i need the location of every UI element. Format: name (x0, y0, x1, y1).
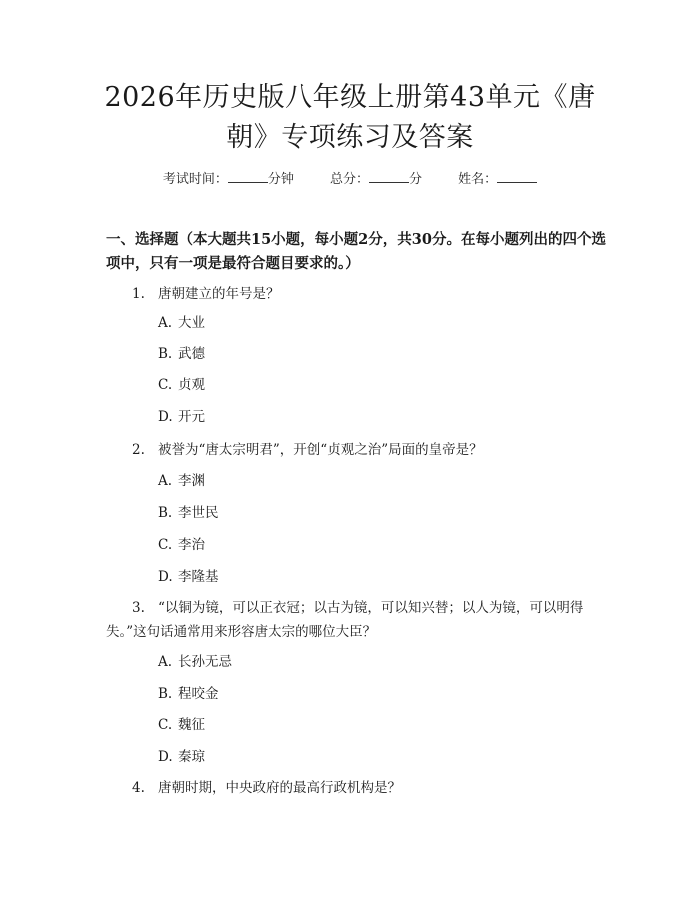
option-3c[interactable] (158, 715, 205, 735)
option-text: 李治 (178, 537, 205, 553)
option-letter: C. (158, 377, 173, 393)
option-3a[interactable] (158, 652, 232, 672)
question-text: “以铜为镜，可以正衣冠；以古为镜，可以知兴替；以人为镜，可以明得失。”这句话通常用来形容唐太宗的哪位大臣？ (106, 600, 584, 640)
option-letter: A. (158, 473, 173, 489)
name-blank (497, 170, 537, 183)
option-letter: C. (158, 537, 173, 553)
option-letter: B. (158, 346, 173, 362)
option-text: 程咬金 (178, 686, 219, 702)
question-text: 唐朝建立的年号是？ (158, 286, 280, 302)
option-2b[interactable] (158, 503, 219, 523)
option-letter: B. (158, 686, 173, 702)
question-number: 2. (132, 442, 145, 458)
option-2c[interactable] (158, 535, 205, 555)
question-4 (132, 776, 602, 800)
option-1a[interactable] (158, 313, 205, 333)
option-text: 李隆基 (178, 569, 219, 585)
option-text: 李世民 (178, 505, 219, 521)
total-score-blank (369, 170, 409, 183)
option-1b[interactable] (158, 344, 205, 364)
option-text: 李渊 (178, 473, 205, 489)
question-3 (106, 596, 606, 644)
option-letter: D. (158, 749, 173, 765)
option-1d[interactable] (158, 407, 205, 427)
option-2d[interactable] (158, 567, 219, 587)
option-text: 贞观 (178, 377, 205, 393)
exam-time-blank (228, 170, 268, 183)
total-score-field (330, 172, 426, 187)
exam-time-unit: 分钟 (267, 172, 294, 187)
option-letter: D. (158, 409, 173, 425)
question-number: 1. (132, 286, 145, 302)
section-header: 一、选择题（本大题共15小题，每小题2分，共30分。在每小题列出的四个选项中，只有一项是最符合题目要求的。） (106, 231, 606, 272)
option-2a[interactable] (158, 471, 205, 491)
option-letter: A. (158, 315, 173, 331)
option-3b[interactable] (158, 684, 219, 704)
question-text: 被誉为“唐太宗明君”，开创“贞观之治”局面的皇帝是？ (158, 442, 483, 458)
question-number: 4. (132, 780, 145, 796)
question-number: 3. (132, 600, 145, 616)
option-letter: D. (158, 569, 173, 585)
option-text: 魏征 (178, 717, 205, 733)
exam-time-label: 考试时间： (162, 172, 228, 187)
question-2 (132, 438, 602, 462)
option-text: 大业 (178, 315, 205, 331)
question-1 (132, 282, 602, 306)
name-label: 姓名： (458, 172, 498, 187)
option-letter: C. (158, 717, 173, 733)
option-text: 长孙无忌 (178, 654, 232, 670)
option-text: 开元 (178, 409, 205, 425)
option-3d[interactable] (158, 747, 205, 767)
question-text: 唐朝时期，中央政府的最高行政机构是？ (158, 780, 401, 796)
option-text: 武德 (178, 346, 205, 362)
name-field (458, 172, 537, 187)
total-score-label: 总分： (329, 172, 369, 187)
exam-time-field (163, 172, 298, 187)
option-letter: B. (158, 505, 173, 521)
exam-meta-row (0, 168, 700, 187)
total-score-unit: 分 (409, 172, 423, 187)
option-1c[interactable] (158, 375, 205, 395)
option-letter: A. (158, 654, 173, 670)
option-text: 秦琼 (178, 749, 205, 765)
document-title: 2026年历史版八年级上册第43单元《唐朝》专项练习及答案 (104, 82, 596, 153)
